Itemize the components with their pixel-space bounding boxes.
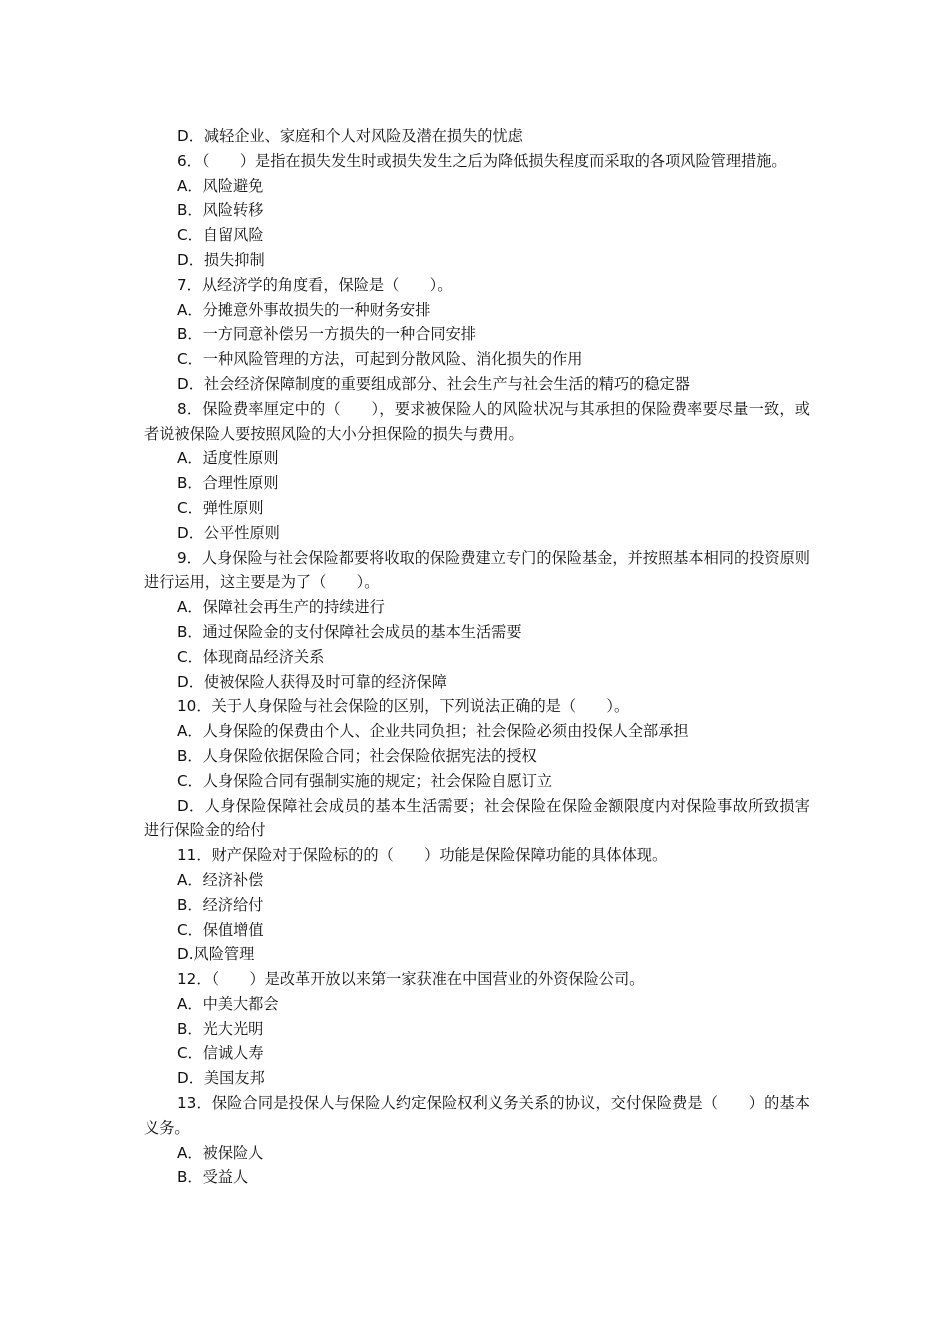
option-line: A．人身保险的保费由个人、企业共同负担；社会保险必须由投保人全部承担 [177,722,689,741]
question-paragraph: D．人身保险保障社会成员的基本生活需要；社会保险在保险金额限度内对保险事故所致损害进行保险金的给付 [144,796,810,840]
question-paragraph: 8．保险费率厘定中的（ ），要求被保险人的风险状况与其承担的保险费率要尽量一致，或者说被保险人要按照风险的大小分担保险的损失与费用。 [144,399,810,443]
option-line: B．人身保险依据保险合同；社会保险依据宪法的授权 [177,746,537,765]
option-line: B．受益人 [177,1168,249,1187]
option-line: B．合理性原则 [177,474,279,493]
option-line: A．经济补偿 [177,870,264,889]
option-line: B．风险转移 [177,201,264,220]
option-line: B．通过保险金的支付保障社会成员的基本生活需要 [177,622,522,641]
option-line: D．美国友邦 [177,1069,265,1088]
question-paragraph: 9．人身保险与社会保险都要将收取的保险费建立专门的保险基金，并按照基本相同的投资原则进行运用，这主要是为了（ ）。 [144,548,810,592]
option-line: C．人身保险合同有强制实施的规定；社会保险自愿订立 [177,771,553,790]
document-body [144,124,810,1190]
option-line: C．保值增值 [177,920,264,939]
option-line: B．经济给付 [177,895,264,914]
option-line: D．损失抑制 [177,250,265,269]
option-line: A．保障社会再生产的持续进行 [177,598,385,617]
option-line: D.风险管理 [177,945,255,964]
option-line: A．风险避免 [177,176,264,195]
question-paragraph: 6．（ ）是指在损失发生时或损失发生之后为降低损失程度而采取的各项风险管理措施。 [177,151,787,170]
option-line: C．信诚人寿 [177,1044,264,1063]
option-line: D．社会经济保障制度的重要组成部分、社会生产与社会生活的精巧的稳定器 [177,374,690,393]
option-line: D．公平性原则 [177,523,280,542]
option-line: C．一种风险管理的方法，可起到分散风险、消化损失的作用 [177,350,583,369]
option-line: A．被保险人 [177,1143,264,1162]
option-line: D．减轻企业、家庭和个人对风险及潜在损失的忧虑 [177,127,523,145]
option-line: A．分摊意外事故损失的一种财务安排 [177,300,431,319]
option-line: C．弹性原则 [177,498,264,517]
option-line: D．使被保险人获得及时可靠的经济保障 [177,672,447,691]
option-line: B．一方同意补偿另一方损失的一种合同安排 [177,325,476,344]
option-line: C．体现商品经济关系 [177,647,325,666]
option-line: 7．从经济学的角度看，保险是（ ）。 [177,275,453,294]
question-paragraph: 13．保险合同是投保人与保险人约定保险权利义务关系的协议，交付保险费是（ ）的基本义务。 [144,1094,810,1137]
option-line: C．自留风险 [177,226,264,245]
option-line: 10．关于人身保险与社会保险的区别，下列说法正确的是（ ）。 [177,697,630,716]
option-line: 11．财产保险对于保险标的的（ ）功能是保险保障功能的具体体现。 [177,846,668,865]
option-line: 12．（ ）是改革开放以来第一家获准在中国营业的外资保险公司。 [177,970,645,989]
option-line: B．光大光明 [177,1019,264,1038]
option-line: A．中美大都会 [177,994,279,1013]
option-line: A．适度性原则 [177,449,279,468]
